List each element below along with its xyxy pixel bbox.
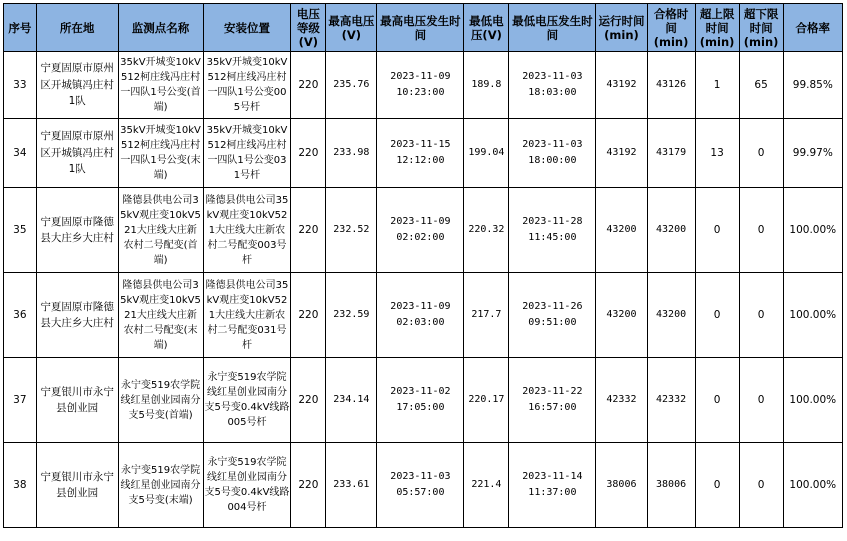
cell-seq: 33: [4, 52, 37, 119]
header-qualified-time: 合格时间(min): [647, 4, 695, 52]
cell-max-voltage-time: [377, 443, 464, 528]
header-row: [4, 4, 843, 52]
cell-over-lower-time: 0: [739, 188, 783, 273]
cell-over-lower-time: 0: [739, 119, 783, 188]
cell-min-voltage-time: [509, 443, 596, 528]
cell-min-voltage: 199.04: [464, 119, 509, 188]
cell-max-voltage: 233.98: [326, 119, 377, 188]
cell-install-position: 隆德县供电公司35kV观庄变10kV521大庄线大庄新农村二号配变003号杆: [203, 188, 291, 273]
cell-min-voltage: 220.32: [464, 188, 509, 273]
cell-max-voltage: 233.61: [326, 443, 377, 528]
max-time-date: 2023-11-15: [390, 139, 451, 150]
cell-seq: 37: [4, 358, 37, 443]
max-time-date: 2023-11-02: [390, 386, 451, 397]
cell-max-voltage: 234.14: [326, 358, 377, 443]
cell-over-upper-time: 13: [695, 119, 739, 188]
max-time-clock: 17:05:00: [396, 402, 445, 413]
cell-run-time: 38006: [596, 443, 647, 528]
max-time-clock: 10:23:00: [396, 87, 445, 98]
cell-seq: 34: [4, 119, 37, 188]
header-run-time: 运行时间(min): [596, 4, 647, 52]
cell-over-upper-time: 1: [695, 52, 739, 119]
cell-qualified-rate: 100.00%: [783, 443, 842, 528]
header-point-name: 监测点名称: [118, 4, 203, 52]
cell-over-lower-time: 65: [739, 52, 783, 119]
cell-location: 宁夏固原市原州区开城镇冯庄村1队: [36, 52, 118, 119]
cell-install-position: 永宁变519农学院线红星创业园南分支5号变0.4kV线路005号杆: [203, 358, 291, 443]
cell-min-voltage-time: [509, 119, 596, 188]
cell-run-time: 43192: [596, 119, 647, 188]
header-over-lower-time: 超下限时间(min): [739, 4, 783, 52]
cell-qualified-rate: 99.97%: [783, 119, 842, 188]
max-time-clock: 02:03:00: [396, 317, 445, 328]
min-time-date: 2023-11-03: [522, 139, 583, 150]
table-row: [4, 52, 843, 119]
cell-qualified-time: 42332: [647, 358, 695, 443]
max-time-date: 2023-11-09: [390, 71, 451, 82]
max-time-clock: 02:02:00: [396, 232, 445, 243]
cell-qualified-rate: 100.00%: [783, 273, 842, 358]
cell-max-voltage: 232.52: [326, 188, 377, 273]
header-voltage-level: 电压等级(V): [291, 4, 326, 52]
min-time-clock: 11:45:00: [528, 232, 577, 243]
max-time-date: 2023-11-09: [390, 216, 451, 227]
header-min-voltage: 最低电压(V): [464, 4, 509, 52]
cell-run-time: 43192: [596, 52, 647, 119]
cell-over-upper-time: 0: [695, 358, 739, 443]
min-time-date: 2023-11-03: [522, 71, 583, 82]
cell-min-voltage-time: [509, 52, 596, 119]
cell-max-voltage: 235.76: [326, 52, 377, 119]
cell-install-position: 35kV开城变10kV512柯庄线冯庄村一四队1号公变005号杆: [203, 52, 291, 119]
cell-voltage-level: 220: [291, 358, 326, 443]
cell-run-time: 43200: [596, 273, 647, 358]
cell-max-voltage-time: [377, 358, 464, 443]
cell-over-upper-time: 0: [695, 443, 739, 528]
cell-seq: 35: [4, 188, 37, 273]
cell-location: 宁夏固原市原州区开城镇冯庄村1队: [36, 119, 118, 188]
cell-install-position: 35kV开城变10kV512柯庄线冯庄村一四队1号公变031号杆: [203, 119, 291, 188]
table-row: [4, 358, 843, 443]
min-time-clock: 11:37:00: [528, 487, 577, 498]
cell-max-voltage-time: [377, 188, 464, 273]
max-time-clock: 12:12:00: [396, 155, 445, 166]
cell-over-lower-time: 0: [739, 443, 783, 528]
cell-min-voltage: 217.7: [464, 273, 509, 358]
min-time-date: 2023-11-28: [522, 216, 583, 227]
cell-min-voltage-time: [509, 188, 596, 273]
header-seq: 序号: [4, 4, 37, 52]
cell-over-upper-time: 0: [695, 188, 739, 273]
cell-point-name: 35kV开城变10kV512柯庄线冯庄村一四队1号公变(首端): [118, 52, 203, 119]
cell-install-position: 隆德县供电公司35kV观庄变10kV521大庄线大庄新农村二号配变031号杆: [203, 273, 291, 358]
table-row: [4, 119, 843, 188]
table-row: [4, 443, 843, 528]
header-min-voltage-time: 最低电压发生时间: [509, 4, 596, 52]
cell-location: 宁夏固原市隆德县大庄乡大庄村: [36, 188, 118, 273]
cell-min-voltage: 189.8: [464, 52, 509, 119]
cell-over-lower-time: 0: [739, 273, 783, 358]
cell-max-voltage: 232.59: [326, 273, 377, 358]
header-over-upper-time: 超上限时间(min): [695, 4, 739, 52]
cell-point-name: 永宁变519农学院线红星创业园南分支5号变(首端): [118, 358, 203, 443]
cell-qualified-rate: 100.00%: [783, 358, 842, 443]
cell-qualified-time: 43200: [647, 273, 695, 358]
header-qualified-rate: 合格率: [783, 4, 842, 52]
header-max-voltage: 最高电压(V): [326, 4, 377, 52]
min-time-clock: 16:57:00: [528, 402, 577, 413]
cell-run-time: 43200: [596, 188, 647, 273]
cell-qualified-time: 43179: [647, 119, 695, 188]
max-time-date: 2023-11-03: [390, 471, 451, 482]
cell-seq: 36: [4, 273, 37, 358]
cell-qualified-rate: 99.85%: [783, 52, 842, 119]
max-time-date: 2023-11-09: [390, 301, 451, 312]
min-time-clock: 18:03:00: [528, 87, 577, 98]
cell-voltage-level: 220: [291, 188, 326, 273]
cell-min-voltage: 220.17: [464, 358, 509, 443]
cell-min-voltage-time: [509, 358, 596, 443]
cell-qualified-time: 38006: [647, 443, 695, 528]
cell-max-voltage-time: [377, 52, 464, 119]
cell-voltage-level: 220: [291, 119, 326, 188]
voltage-monitoring-table: [3, 3, 843, 528]
header-location: 所在地: [36, 4, 118, 52]
cell-voltage-level: 220: [291, 443, 326, 528]
min-time-date: 2023-11-14: [522, 471, 583, 482]
cell-qualified-time: 43126: [647, 52, 695, 119]
cell-qualified-rate: 100.00%: [783, 188, 842, 273]
cell-voltage-level: 220: [291, 273, 326, 358]
cell-min-voltage: 221.4: [464, 443, 509, 528]
cell-voltage-level: 220: [291, 52, 326, 119]
cell-over-upper-time: 0: [695, 273, 739, 358]
min-time-clock: 18:00:00: [528, 155, 577, 166]
cell-max-voltage-time: [377, 273, 464, 358]
cell-point-name: 35kV开城变10kV512柯庄线冯庄村一四队1号公变(末端): [118, 119, 203, 188]
cell-point-name: 隆德县供电公司35kV观庄变10kV521大庄线大庄新农村二号配变(首端): [118, 188, 203, 273]
cell-location: 宁夏银川市永宁县创业园: [36, 443, 118, 528]
cell-seq: 38: [4, 443, 37, 528]
cell-min-voltage-time: [509, 273, 596, 358]
cell-install-position: 永宁变519农学院线红星创业园南分支5号变0.4kV线路004号杆: [203, 443, 291, 528]
cell-point-name: 隆德县供电公司35kV观庄变10kV521大庄线大庄新农村二号配变(末端): [118, 273, 203, 358]
table-row: [4, 273, 843, 358]
max-time-clock: 05:57:00: [396, 487, 445, 498]
cell-run-time: 42332: [596, 358, 647, 443]
table-row: [4, 188, 843, 273]
min-time-date: 2023-11-22: [522, 386, 583, 397]
cell-max-voltage-time: [377, 119, 464, 188]
cell-point-name: 永宁变519农学院线红星创业园南分支5号变(末端): [118, 443, 203, 528]
cell-over-lower-time: 0: [739, 358, 783, 443]
cell-qualified-time: 43200: [647, 188, 695, 273]
cell-location: 宁夏固原市隆德县大庄乡大庄村: [36, 273, 118, 358]
header-max-voltage-time: 最高电压发生时间: [377, 4, 464, 52]
cell-location: 宁夏银川市永宁县创业园: [36, 358, 118, 443]
min-time-clock: 09:51:00: [528, 317, 577, 328]
header-install-position: 安装位置: [203, 4, 291, 52]
min-time-date: 2023-11-26: [522, 301, 583, 312]
